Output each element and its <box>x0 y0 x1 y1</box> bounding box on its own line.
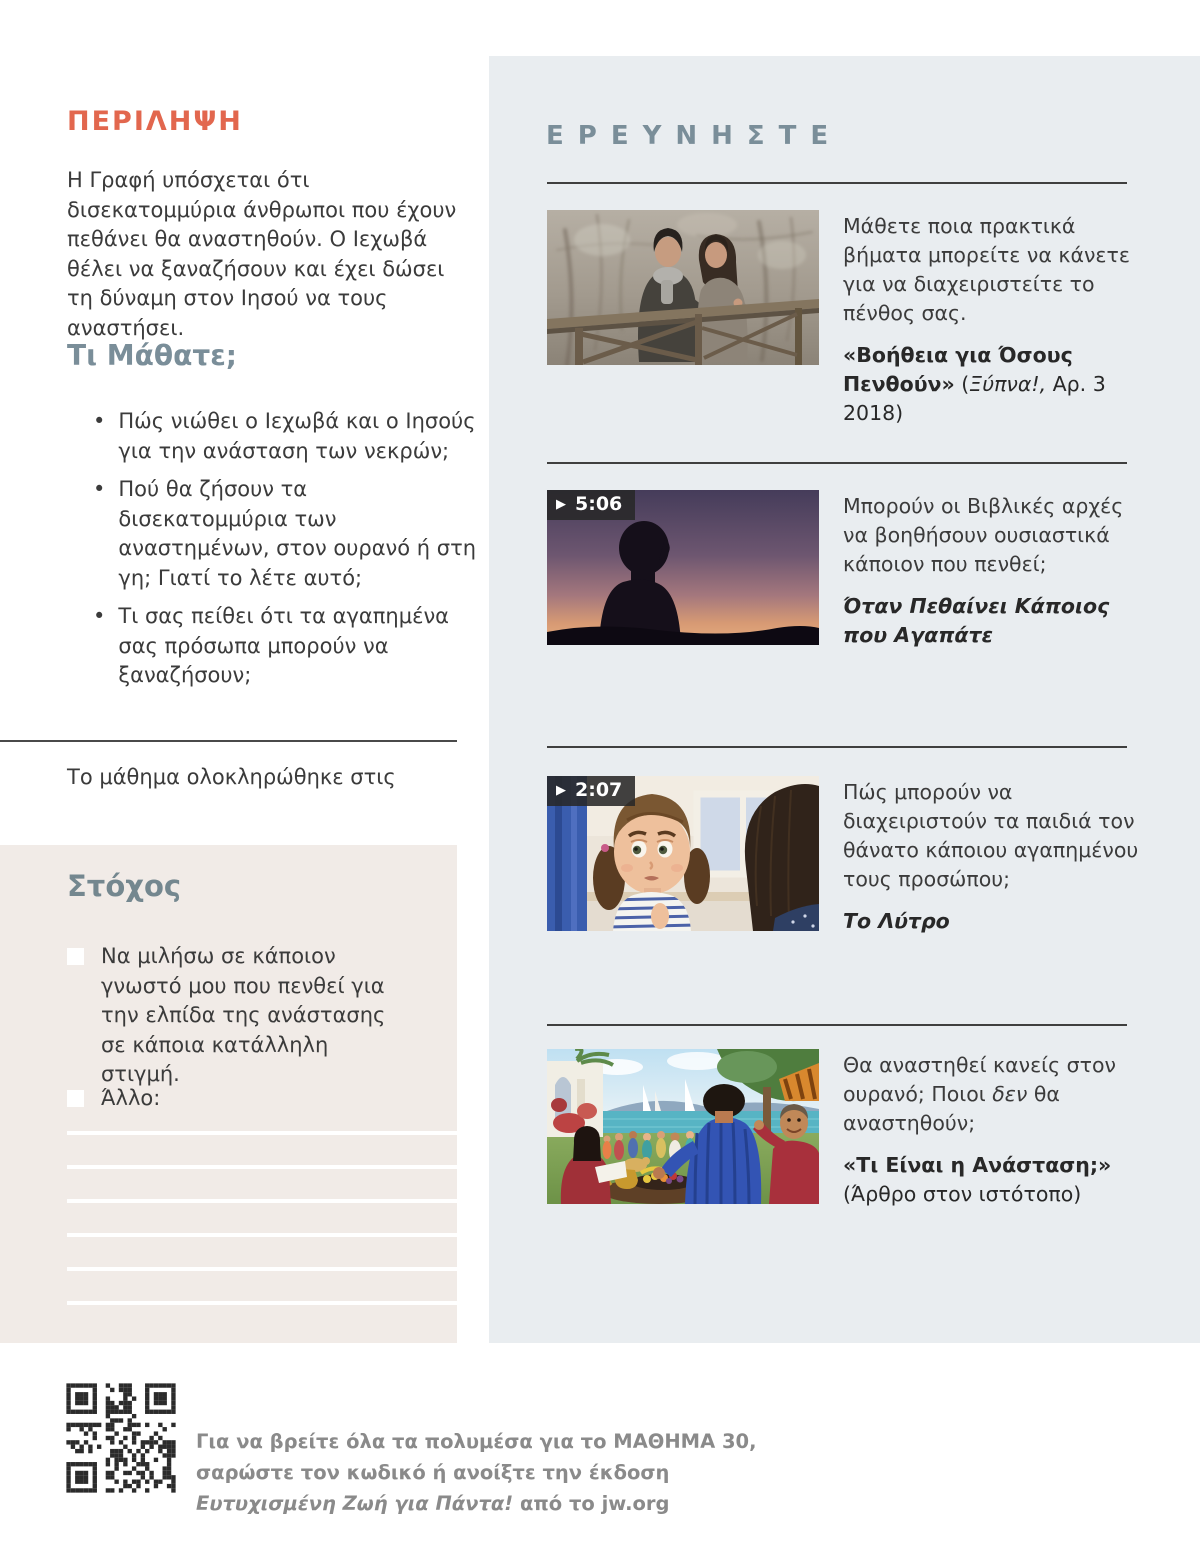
goal-option-2 <box>67 1084 407 1114</box>
list-item <box>93 602 481 691</box>
play-icon: ▶ <box>556 782 566 798</box>
qr-code-pattern <box>62 1379 180 1497</box>
play-icon: ▶ <box>556 496 566 512</box>
item-reference[interactable]: «Βοήθεια για Όσους Πενθούν» (Ξύπνα!, Αρ. 3 2018) <box>843 343 1106 425</box>
item-divider <box>547 182 1127 184</box>
list-item <box>93 407 481 466</box>
item-divider <box>547 1024 1127 1026</box>
publication-title: Ευτυχισμένη Ζωή για Πάντα! <box>196 1492 514 1515</box>
summary-paragraph: Η Γραφή υπόσχεται ότι δισεκατομμύρια άνθρωποι που έχουν πεθάνει θα αναστηθούν. Ο Ιεχωβά θέλει να ξαναζήσουν και έχει δώσει τη δύναμη στον Ιησού να τους αναστήσει. <box>67 168 457 340</box>
item-reference[interactable]: «Τι Είναι η Ανάσταση;» (Άρθρο στον ιστότοπο) <box>843 1153 1112 1206</box>
section-divider <box>0 740 457 742</box>
checkbox[interactable] <box>67 1090 84 1107</box>
bullet-icon: • <box>93 477 106 501</box>
explore-item-text <box>843 212 1143 428</box>
footer-line2: σαρώστε τον κωδικό ή ανοίξτε την έκδοση <box>196 1461 670 1484</box>
thumbnail-grieving-couple[interactable] <box>547 210 819 365</box>
goal-option-text: Να μιλήσω σε κάποιον γνωστό μου που πενθεί για την ελπίδα της ανάστασης σε κάποια κατάλληλη στιγμή. <box>101 944 386 1086</box>
list-item-text: Πώς νιώθει ο Ιεχωβά και ο Ιησούς για την ανάσταση των νεκρών; <box>118 409 476 463</box>
footer-instructions <box>196 1426 757 1519</box>
what-learned-list <box>93 407 481 700</box>
explore-item-text <box>843 778 1143 936</box>
paradise-gathering-illustration <box>547 1049 819 1204</box>
item-reference[interactable]: Το Λύτρο <box>843 909 950 933</box>
writing-line[interactable] <box>67 1267 457 1271</box>
lesson-completed-label: Το μάθημα ολοκληρώθηκε στις <box>67 765 396 789</box>
explore-item-text <box>843 1051 1143 1209</box>
writing-line[interactable] <box>67 1233 457 1237</box>
list-item <box>93 475 481 593</box>
grieving-couple-illustration <box>547 210 819 365</box>
item-description: Θα αναστηθεί κανείς στον ουρανό; Ποιοι δεν θα αναστηθούν; <box>843 1053 1116 1135</box>
bullet-icon: • <box>93 409 106 433</box>
item-divider <box>547 462 1127 464</box>
writing-line[interactable] <box>67 1131 457 1135</box>
video-duration: 2:07 <box>575 779 623 801</box>
writing-line[interactable] <box>67 1301 457 1305</box>
what-learned-heading: Τι Μάθατε; <box>67 339 237 372</box>
explore-heading: ΕΡΕΥΝΗΣΤΕ <box>546 121 843 151</box>
video-duration: 5:06 <box>575 493 623 515</box>
list-item-text: Πού θα ζήσουν τα δισεκατομμύρια των αναστημένων, στον ουρανό ή στη γη; Γιατί το λέτε αυτό; <box>118 477 477 590</box>
goal-heading: Στόχος <box>67 869 182 903</box>
video-duration-badge <box>547 490 635 520</box>
thumbnail-paradise-gathering[interactable] <box>547 1049 819 1204</box>
writing-line[interactable] <box>67 1165 457 1169</box>
explore-item-text <box>843 492 1143 650</box>
video-duration-badge <box>547 776 635 806</box>
item-description: Μάθετε ποια πρακτικά βήματα μπορείτε να κάνετε για να διαχειριστείτε το πένθος σας. <box>843 214 1130 325</box>
thumbnail-sunset-silhouette[interactable] <box>547 490 819 645</box>
writing-line[interactable] <box>67 1199 457 1203</box>
item-description: Πώς μπορούν να διαχειριστούν τα παιδιά τον θάνατο κάποιου αγαπημένου τους προσώπου; <box>843 780 1139 891</box>
list-item-text: Τι σας πείθει ότι τα αγαπημένα σας πρόσωπα μπορούν να ξαναζήσουν; <box>118 604 450 687</box>
goal-option-text: Άλλο: <box>101 1086 161 1110</box>
bullet-icon: • <box>93 604 106 628</box>
qr-code <box>62 1379 180 1497</box>
checkbox[interactable] <box>67 948 84 965</box>
footer-line1: Για να βρείτε όλα τα πολυμέσα για το ΜΑΘΗΜΑ 30, <box>196 1430 757 1453</box>
item-reference[interactable]: Όταν Πεθαίνει Κάποιος που Αγαπάτε <box>843 594 1110 647</box>
footer-line3-rest: από το jw.org <box>513 1492 670 1515</box>
summary-heading: ΠΕΡΙΛΗΨΗ <box>67 106 243 137</box>
goal-option-1 <box>67 942 407 1090</box>
item-description: Μπορούν οι Βιβλικές αρχές να βοηθήσουν ουσιαστικά κάποιον που πενθεί; <box>843 494 1124 576</box>
item-divider <box>547 746 1127 748</box>
thumbnail-animated-girl[interactable] <box>547 776 819 931</box>
